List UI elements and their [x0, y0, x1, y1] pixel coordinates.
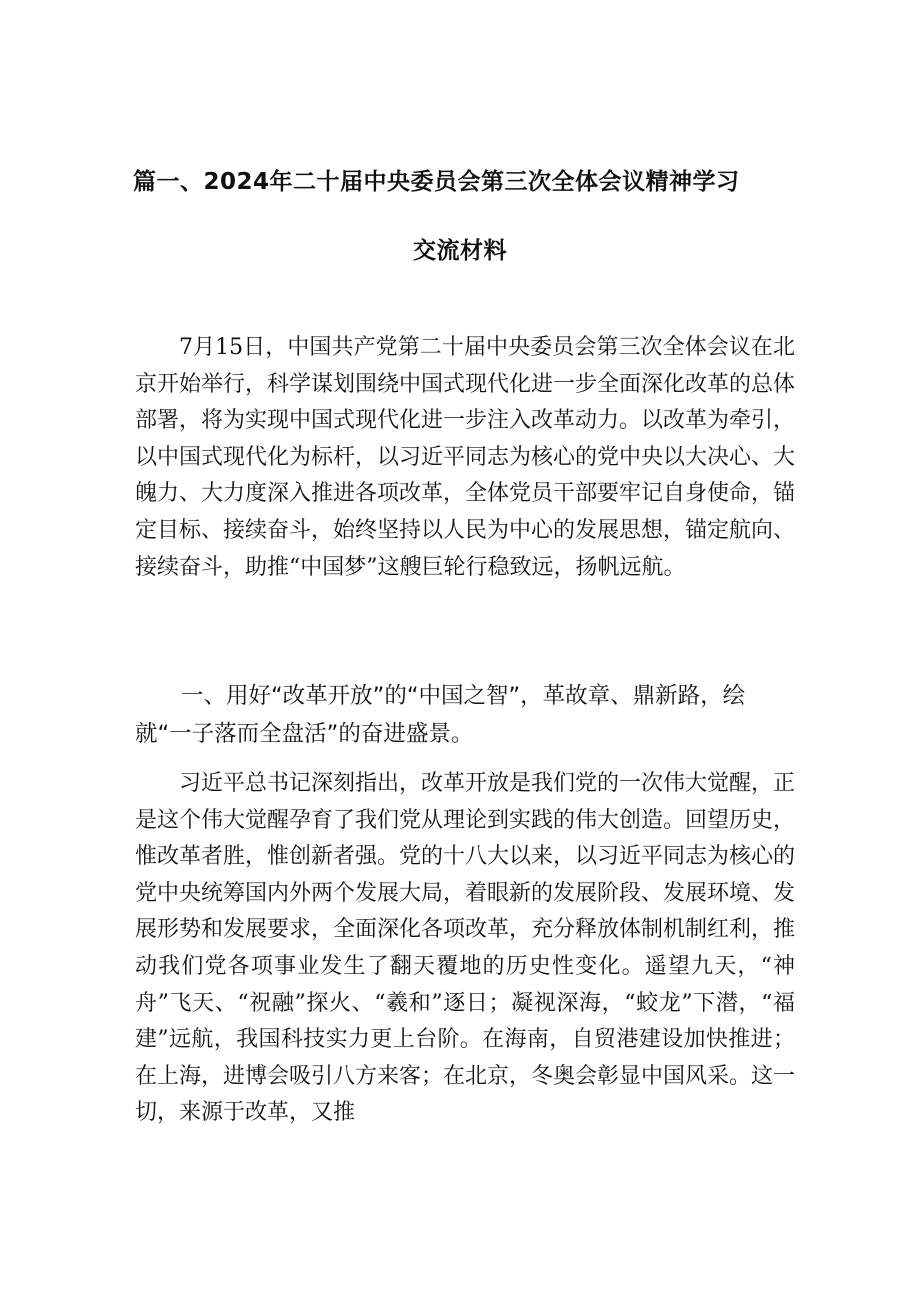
document-title-line-2: 交流材料: [413, 238, 507, 264]
document-title-line-1: 篇一、2024年二十届中央委员会第三次全体会议精神学习: [133, 169, 740, 195]
body-paragraph-2: 习近平总书记深刻指出，改革开放是我们党的一次伟大觉醒，正是这个伟大觉醒孕育了我们党从理论到实践的伟大创造。回望历史，惟改革者胜，惟创新者强。党的十八大以来，以习近平同志为核心的党中央统筹国内外两个发展大局，着眼新的发展阶段、发展环境、发展形势和发展要求，全面深化各项改革，充分释放体制机制红利，推动我们党各项事业发生了翻天覆地的历史性变化。遥望九天，“神舟”飞天、“祝融”探火、“羲和”逐日；凝视深海，“蛟龙”下潜，“福建”远航，我国科技实力更上台阶。在海南，自贸港建设加快推进；在上海，进博会吸引八方来客；在北京，冬奥会彰显中国风采。这一切，来源于改革，又推: [135, 771, 796, 1126]
section-heading-1: 一、用好“改革开放”的“中国之智”，革故章、鼎新路，绘就“一子落而全盘活”的奋进盛景。: [135, 683, 746, 747]
body-paragraph-1: 7月15日，中国共产党第二十届中央委员会第三次全体会议在北京开始举行，科学谋划围绕中国式现代化进一步全面深化改革的总体部署，将为实现中国式现代化进一步注入改革动力。以改革为牵引，以中国式现代化为标杆，以习近平同志为核心的党中央以大决心、大魄力、大力度深入推进各项改革，全体党员干部要牢记自身使命，锚定目标、接续奋斗，始终坚持以人民为中心的发展思想，锚定航向、接续奋斗，助推“中国梦”这艘巨轮行稳致远，扬帆远航。: [135, 335, 796, 580]
